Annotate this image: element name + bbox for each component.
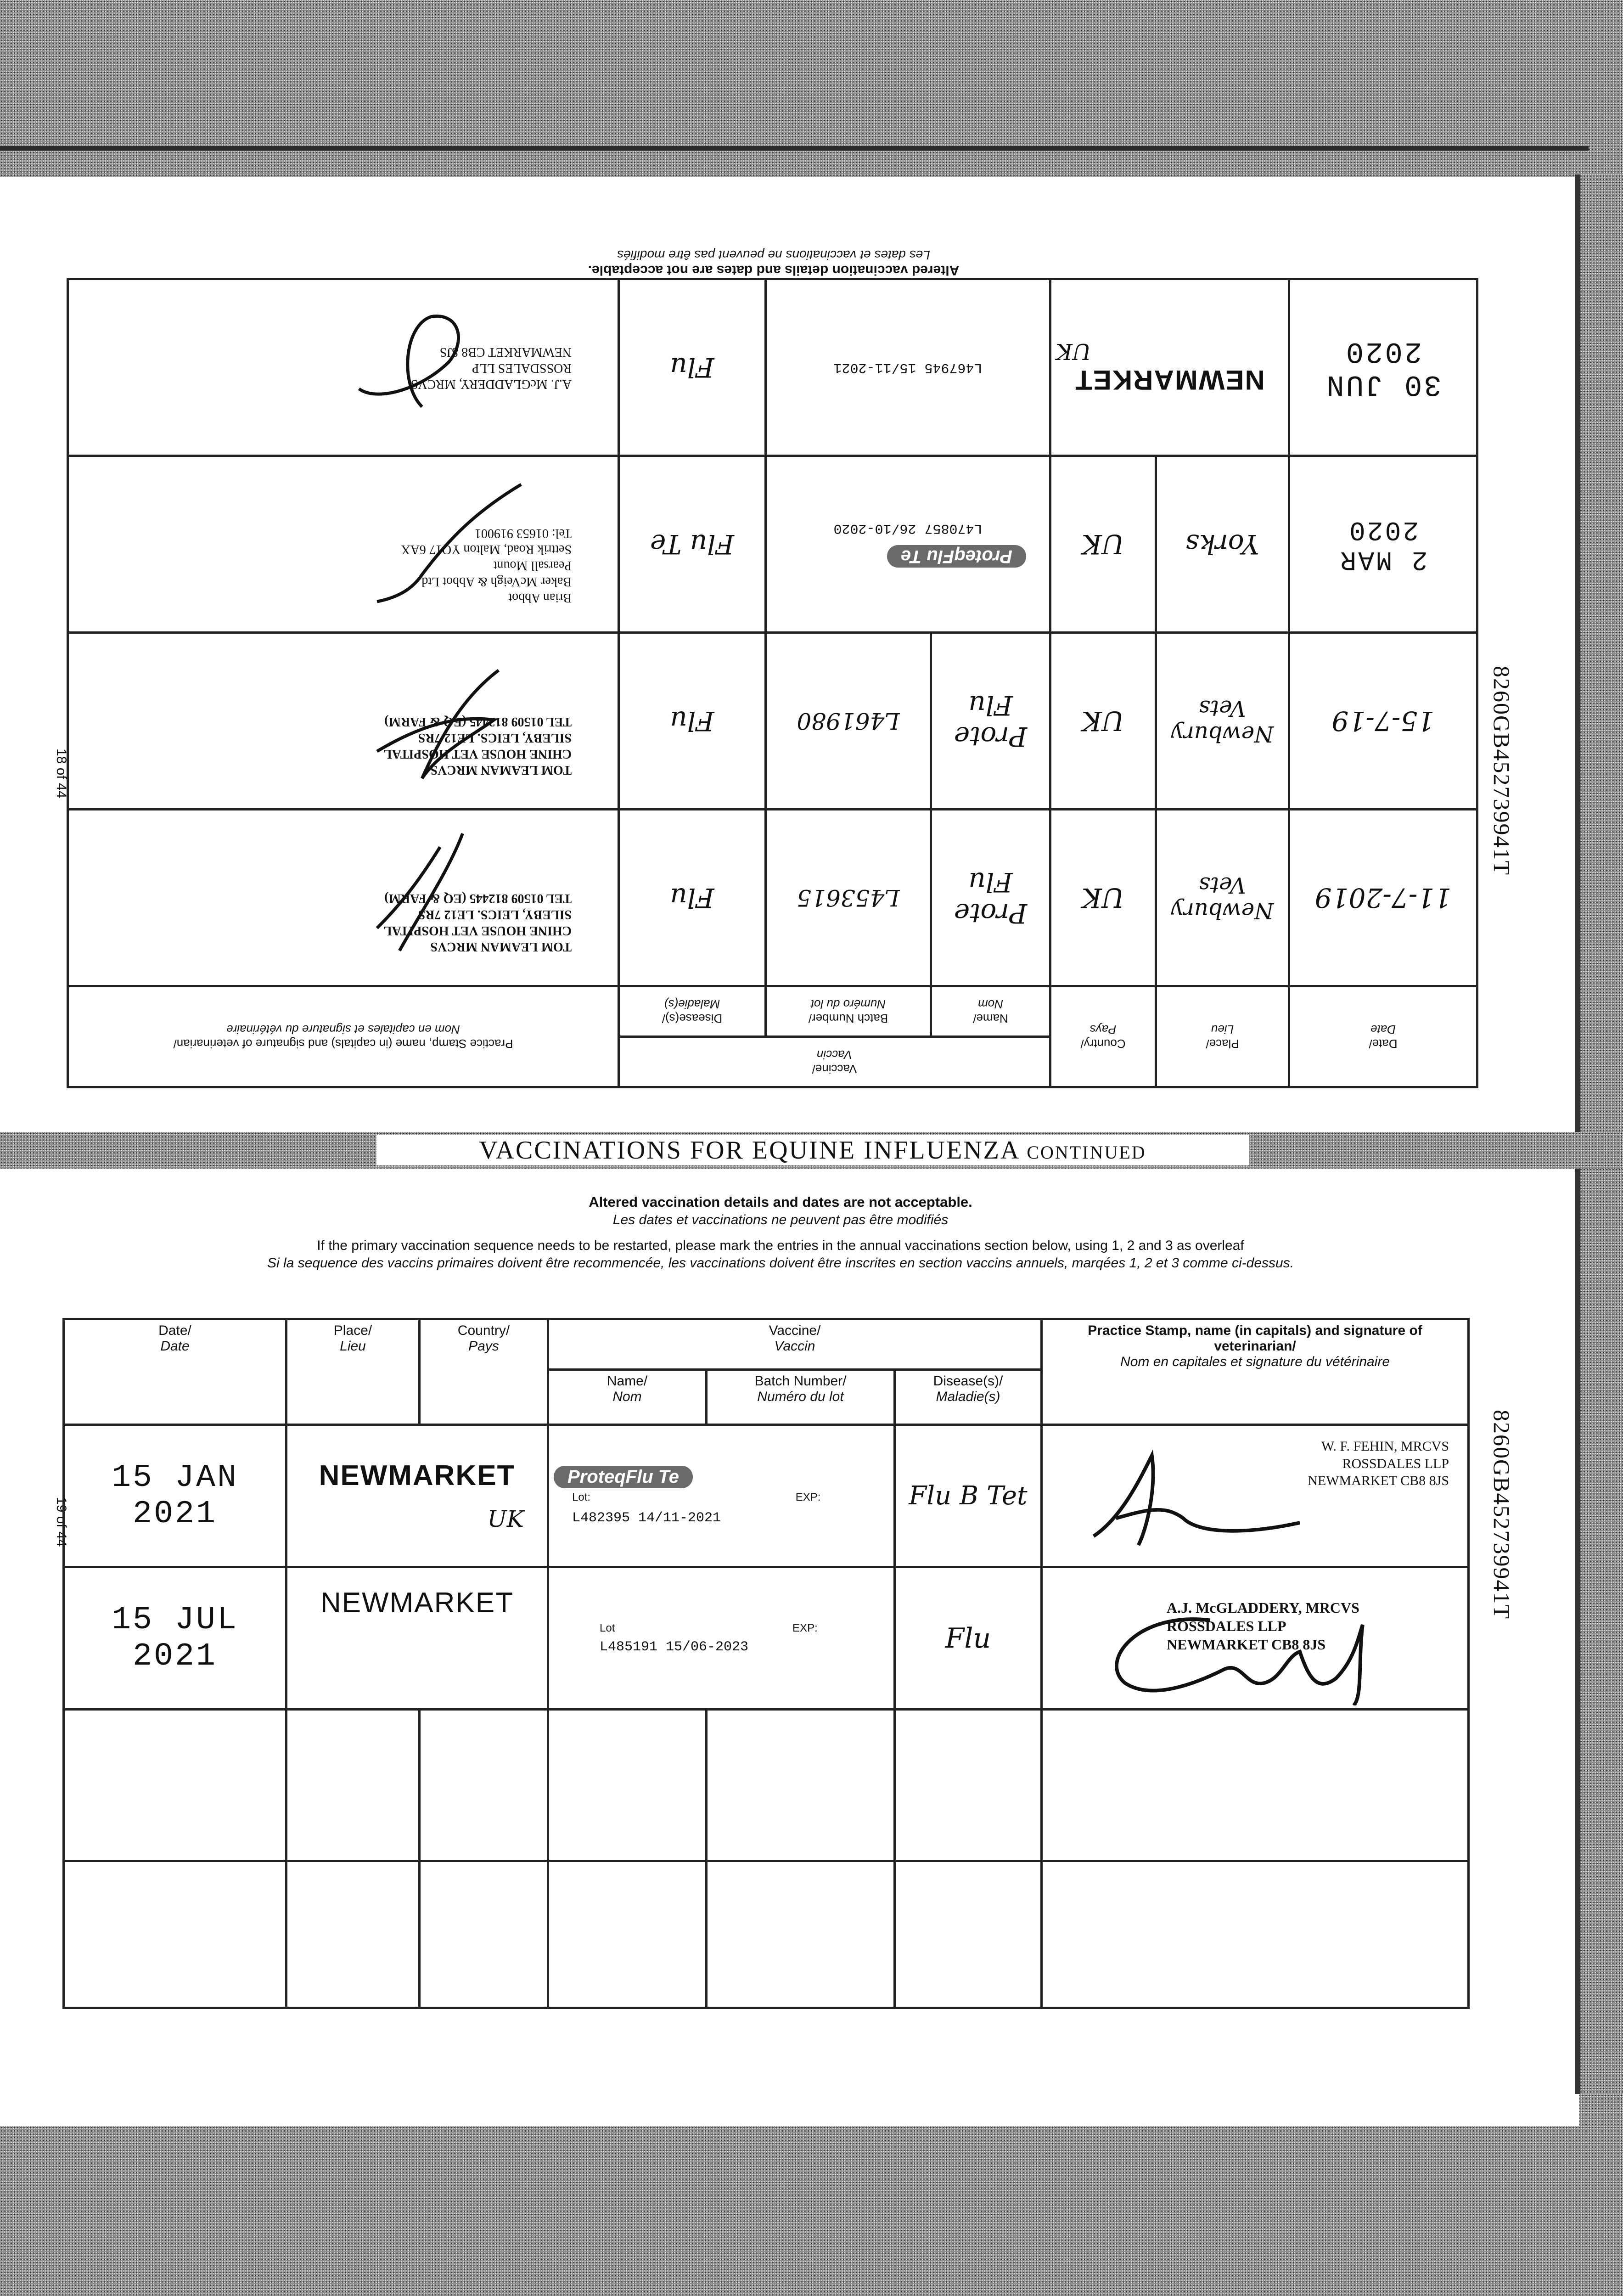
date-cell: 15 JAN 2021 bbox=[64, 1425, 286, 1567]
document-id-upper: 8260GB452739941T bbox=[1489, 666, 1515, 876]
country-cell: UK bbox=[1056, 338, 1091, 365]
empty-cell bbox=[548, 1710, 707, 1861]
country-cell: UK bbox=[1050, 633, 1156, 810]
table-row-empty bbox=[64, 1710, 1469, 1861]
country-cell: UK bbox=[487, 1506, 524, 1532]
table-row bbox=[64, 1425, 1469, 1567]
page-number-upper: 18 of 44 bbox=[54, 748, 69, 799]
date-cell: 15 JUL 2021 bbox=[64, 1567, 286, 1710]
disease-cell: Flu bbox=[618, 279, 765, 456]
upper-vaccination-table bbox=[67, 278, 1478, 1088]
empty-cell bbox=[64, 1861, 286, 2008]
vaccine-sticker-cell bbox=[548, 1567, 895, 1710]
empty-cell bbox=[64, 1710, 286, 1861]
upper-notes: Altered vaccination details and dates are not acceptable. Les dates et vaccinations ne peuvent pas être modifiés bbox=[588, 248, 960, 278]
header-vaccine: Vaccine/ Vaccin bbox=[618, 1037, 1050, 1087]
header-disease: Disease(s)/ Maladie(s) bbox=[618, 986, 765, 1037]
altered-note-fr: Les dates et vaccinations ne peuvent pas être modifiés bbox=[612, 1212, 949, 1227]
section-notes bbox=[69, 1194, 1492, 1273]
empty-cell bbox=[420, 1861, 548, 2008]
header-date: Date/ Date bbox=[1289, 986, 1477, 1087]
proteq-sticker: ProteqFlu Te bbox=[554, 1466, 693, 1488]
header-stamp: Practice Stamp, name (in capitals) and signature of veterinarian/ Nom en capitales et signature du vétérinaire bbox=[67, 986, 618, 1087]
header-name: Name/ Nom bbox=[931, 986, 1050, 1037]
vaccine-sticker-cell bbox=[766, 456, 1050, 633]
scan-border-bottom bbox=[0, 2094, 1623, 2296]
stamp-cell bbox=[67, 633, 618, 810]
stamp-cell bbox=[67, 810, 618, 986]
header-vaccine: Vaccine/ Vaccin bbox=[548, 1319, 1042, 1370]
header-batch: Batch Number/ Numéro du lot bbox=[766, 986, 931, 1037]
restart-note: If the primary vaccination sequence needs to be restarted, please mark the entries in the annual vaccinations section below, using 1, 2 and 3 as overleaf bbox=[317, 1238, 1244, 1253]
page-number-lower: 19 of 44 bbox=[54, 1497, 69, 1547]
vet-stamp: A.J. McGLADDERY, MRCVS ROSSDALES LLP NEWMARKET CB8 8JS bbox=[410, 345, 572, 391]
table-row bbox=[67, 456, 1477, 633]
empty-cell bbox=[420, 1710, 548, 1861]
table-row bbox=[67, 810, 1477, 986]
vet-stamp: Brian Abbot Baker McVeigh & Abbot Ltd Pearsall Mount Settrik Road, Malton YO17 6AX Tel: 01653 919001 bbox=[401, 526, 572, 605]
disease-cell: Flu B Tet bbox=[895, 1425, 1042, 1567]
disease-cell: Flu bbox=[618, 633, 765, 810]
batch-cell: L453615 bbox=[766, 810, 931, 986]
country-cell: UK bbox=[1050, 456, 1156, 633]
date-cell: 30 JUN 2020 bbox=[1289, 279, 1477, 456]
empty-cell bbox=[548, 1861, 707, 2008]
lower-vaccination-table bbox=[62, 1318, 1470, 2009]
vaccine-sticker-cell bbox=[548, 1425, 895, 1567]
lot-exp-labels: Lot EXP: bbox=[600, 1621, 818, 1634]
header-date: Date/ Date bbox=[64, 1319, 286, 1425]
vet-stamp: W. F. FEHIN, MRCVS ROSSDALES LLP NEWMARKET CB8 8JS bbox=[1308, 1439, 1449, 1488]
place-country-cell bbox=[1050, 279, 1289, 456]
date-cell: 2 MAR 2020 bbox=[1289, 456, 1477, 633]
section-title-suffix: CONTINUED bbox=[1027, 1142, 1146, 1163]
batch-cell: L470857 26/10-2020 bbox=[833, 520, 983, 536]
disease-cell: Flu Te bbox=[618, 456, 765, 633]
empty-cell bbox=[286, 1861, 420, 2008]
header-stamp: Practice Stamp, name (in capitals) and signature of veterinarian/ Nom en capitales et signature du vétérinaire bbox=[1042, 1319, 1469, 1425]
place-country-cell bbox=[286, 1567, 548, 1710]
batch-cell: L461980 bbox=[766, 633, 931, 810]
date-cell: 15-7-19 bbox=[1289, 633, 1477, 810]
date-cell: 11-7-2019 bbox=[1289, 810, 1477, 986]
batch-cell: L485191 15/06-2023 bbox=[600, 1639, 749, 1655]
vaccine-sticker-cell bbox=[766, 279, 1050, 456]
disease-cell: Flu bbox=[618, 810, 765, 986]
empty-cell bbox=[286, 1710, 420, 1861]
place-cell: Newbury Vets bbox=[1156, 633, 1289, 810]
vet-stamp: TOM LEAMAN MRCVS CHINE HOUSE VET HOSPITAL SILEBY, LEICS. LE12 7RS TEL 01509 812445 (EQ & FARM) bbox=[383, 715, 572, 777]
place-stamp: NEWMARKET bbox=[320, 1587, 514, 1619]
table-row bbox=[64, 1567, 1469, 1710]
disease-cell: Flu bbox=[895, 1567, 1042, 1710]
upper-page-rotated bbox=[69, 248, 1478, 1088]
document-id-lower: 8260GB452739941T bbox=[1489, 1410, 1515, 1620]
header-place: Place/ Lieu bbox=[1156, 986, 1289, 1087]
batch-cell: L467945 15/11-2021 bbox=[833, 360, 983, 375]
empty-cell bbox=[707, 1710, 895, 1861]
section-title: VACCINATIONS FOR EQUINE INFLUENZA CONTINUED bbox=[376, 1135, 1249, 1165]
header-place: Place/ Lieu bbox=[286, 1319, 420, 1425]
empty-cell bbox=[895, 1861, 1042, 2008]
header-name: Name/ Nom bbox=[548, 1370, 707, 1425]
vaccine-name-cell: Prote Flu bbox=[931, 633, 1050, 810]
lot-exp-labels: Lot: EXP: bbox=[572, 1491, 821, 1503]
stamp-cell bbox=[1042, 1425, 1469, 1567]
table-row-empty bbox=[64, 1861, 1469, 2008]
batch-cell: L482395 14/11-2021 bbox=[572, 1510, 721, 1526]
stamp-cell bbox=[1042, 1567, 1469, 1710]
place-cell: Yorks bbox=[1156, 456, 1289, 633]
empty-cell bbox=[1042, 1861, 1469, 2008]
vet-stamp: TOM LEAMAN MRCVS CHINE HOUSE VET HOSPITAL SILEBY, LEICS. LE12 7RS TEL 01509 812445 (EQ & FARM) bbox=[383, 891, 572, 954]
table-row bbox=[67, 279, 1477, 456]
vet-stamp: A.J. McGLADDERY, MRCVS ROSSDALES LLP NEWMARKET CB8 8JS bbox=[1167, 1599, 1359, 1653]
stamp-cell bbox=[67, 279, 618, 456]
header-country: Country/ Pays bbox=[1050, 986, 1156, 1087]
empty-cell bbox=[1042, 1710, 1469, 1861]
place-stamp: NEWMARKET bbox=[319, 1460, 516, 1491]
empty-cell bbox=[895, 1710, 1042, 1861]
place-stamp: NEWMARKET bbox=[1074, 365, 1265, 396]
place-cell: Newbury Vets bbox=[1156, 810, 1289, 986]
altered-note: Altered vaccination details and dates are not acceptable. bbox=[589, 1194, 972, 1210]
restart-note-fr: Si la sequence des vaccins primaires doivent être recommencée, les vaccinations doivent être inscrites en section vaccins annuels, marqées 1, 2 et 3 comme ci-dessus. bbox=[267, 1255, 1294, 1271]
stamp-cell bbox=[67, 456, 618, 633]
proteq-sticker: ProteqFlu Te bbox=[887, 546, 1026, 568]
empty-cell bbox=[707, 1861, 895, 2008]
table-row bbox=[67, 633, 1477, 810]
header-batch: Batch Number/ Numéro du lot bbox=[707, 1370, 895, 1425]
header-country: Country/ Pays bbox=[420, 1319, 548, 1425]
country-cell: UK bbox=[1050, 810, 1156, 986]
vaccine-name-cell: Prote Flu bbox=[931, 810, 1050, 986]
scan-border-top bbox=[0, 0, 1623, 177]
place-country-cell bbox=[286, 1425, 548, 1567]
header-disease: Disease(s)/ Maladie(s) bbox=[895, 1370, 1042, 1425]
